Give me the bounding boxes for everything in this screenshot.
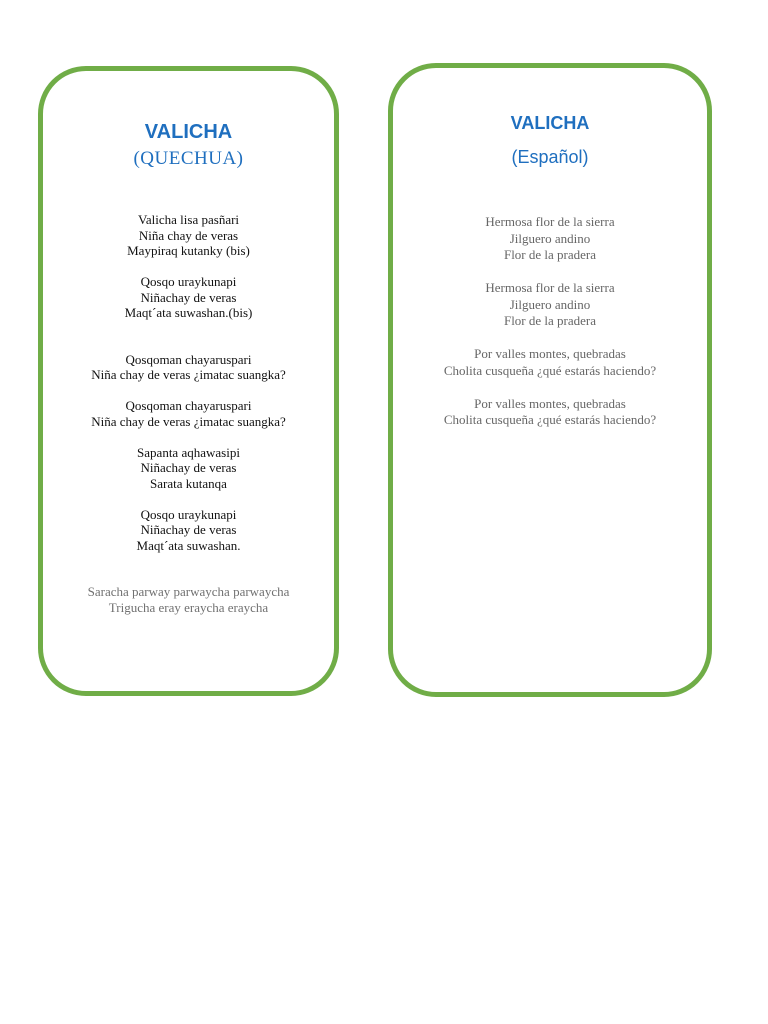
verse-line: Niñachay de veras bbox=[140, 289, 237, 305]
verse-line: Niñachay de veras bbox=[140, 522, 237, 537]
verse-line: Qosqoman chayaruspari bbox=[125, 398, 252, 413]
verse-line: Hermosa flor de la sierra bbox=[485, 214, 615, 229]
quechua-lyrics-card bbox=[38, 66, 339, 696]
verse-line: Sarata kutanqa bbox=[150, 475, 227, 491]
spanish-verses bbox=[393, 214, 707, 429]
verse-line: Trigucha eray eraycha eraycha bbox=[108, 599, 269, 615]
verse-line: Cholita cusqueña ¿qué estarás haciendo? bbox=[443, 412, 657, 427]
verse-line: Saracha parway parwaycha parwaycha bbox=[87, 584, 290, 599]
verse-line: Qosqo uraykunapi bbox=[140, 274, 237, 289]
stanza bbox=[43, 274, 334, 321]
verse-line: Flor de la pradera bbox=[503, 313, 597, 328]
verse-line: Maqt´ata suwashan.(bis) bbox=[124, 305, 253, 320]
stanza bbox=[393, 346, 707, 379]
stanza bbox=[393, 214, 707, 264]
spanish-subtitle: (Español) bbox=[511, 147, 589, 167]
stanza bbox=[43, 212, 334, 259]
quechua-title: VALICHA bbox=[144, 121, 233, 143]
verse-line: Niña chay de veras ¿imatac suangka? bbox=[91, 367, 286, 382]
spanish-title: VALICHA bbox=[510, 113, 590, 133]
stanza bbox=[393, 280, 707, 330]
verse-line: Por valles montes, quebradas bbox=[474, 346, 626, 361]
stanza bbox=[43, 352, 334, 383]
verse-line: Qosqo uraykunapi bbox=[140, 506, 237, 522]
verse-line: Qosqoman chayaruspari bbox=[125, 351, 252, 367]
verse-line: Cholita cusqueña ¿qué estarás haciendo? bbox=[443, 362, 657, 378]
verse-line: Jilguero andino bbox=[509, 296, 591, 312]
verse-line: Por valles montes, quebradas bbox=[474, 395, 626, 411]
verse-line: Maypiraq kutanky (bis) bbox=[127, 243, 250, 258]
verse-line: Flor de la pradera bbox=[503, 247, 597, 262]
verse-line: Maqt´ata suwashan. bbox=[136, 537, 241, 553]
verse-line: Hermosa flor de la sierra bbox=[485, 280, 615, 295]
quechua-subtitle: (QUECHUA) bbox=[133, 148, 244, 169]
chorus-stanza bbox=[43, 584, 334, 615]
verse-line: Niñachay de veras bbox=[140, 460, 237, 475]
verse-line: Sapanta aqhawasipi bbox=[137, 444, 240, 460]
stanza bbox=[43, 398, 334, 429]
quechua-verses bbox=[43, 212, 334, 615]
verse-line: Niña chay de veras bbox=[138, 227, 239, 243]
spanish-lyrics-card bbox=[388, 63, 712, 697]
verse-line: Jilguero andino bbox=[509, 230, 591, 246]
verse-line: Niña chay de veras ¿imatac suangka? bbox=[91, 413, 286, 429]
stanza bbox=[43, 445, 334, 492]
verse-line: Valicha lisa pasñari bbox=[137, 212, 240, 227]
stanza bbox=[393, 396, 707, 429]
stanza bbox=[43, 507, 334, 554]
